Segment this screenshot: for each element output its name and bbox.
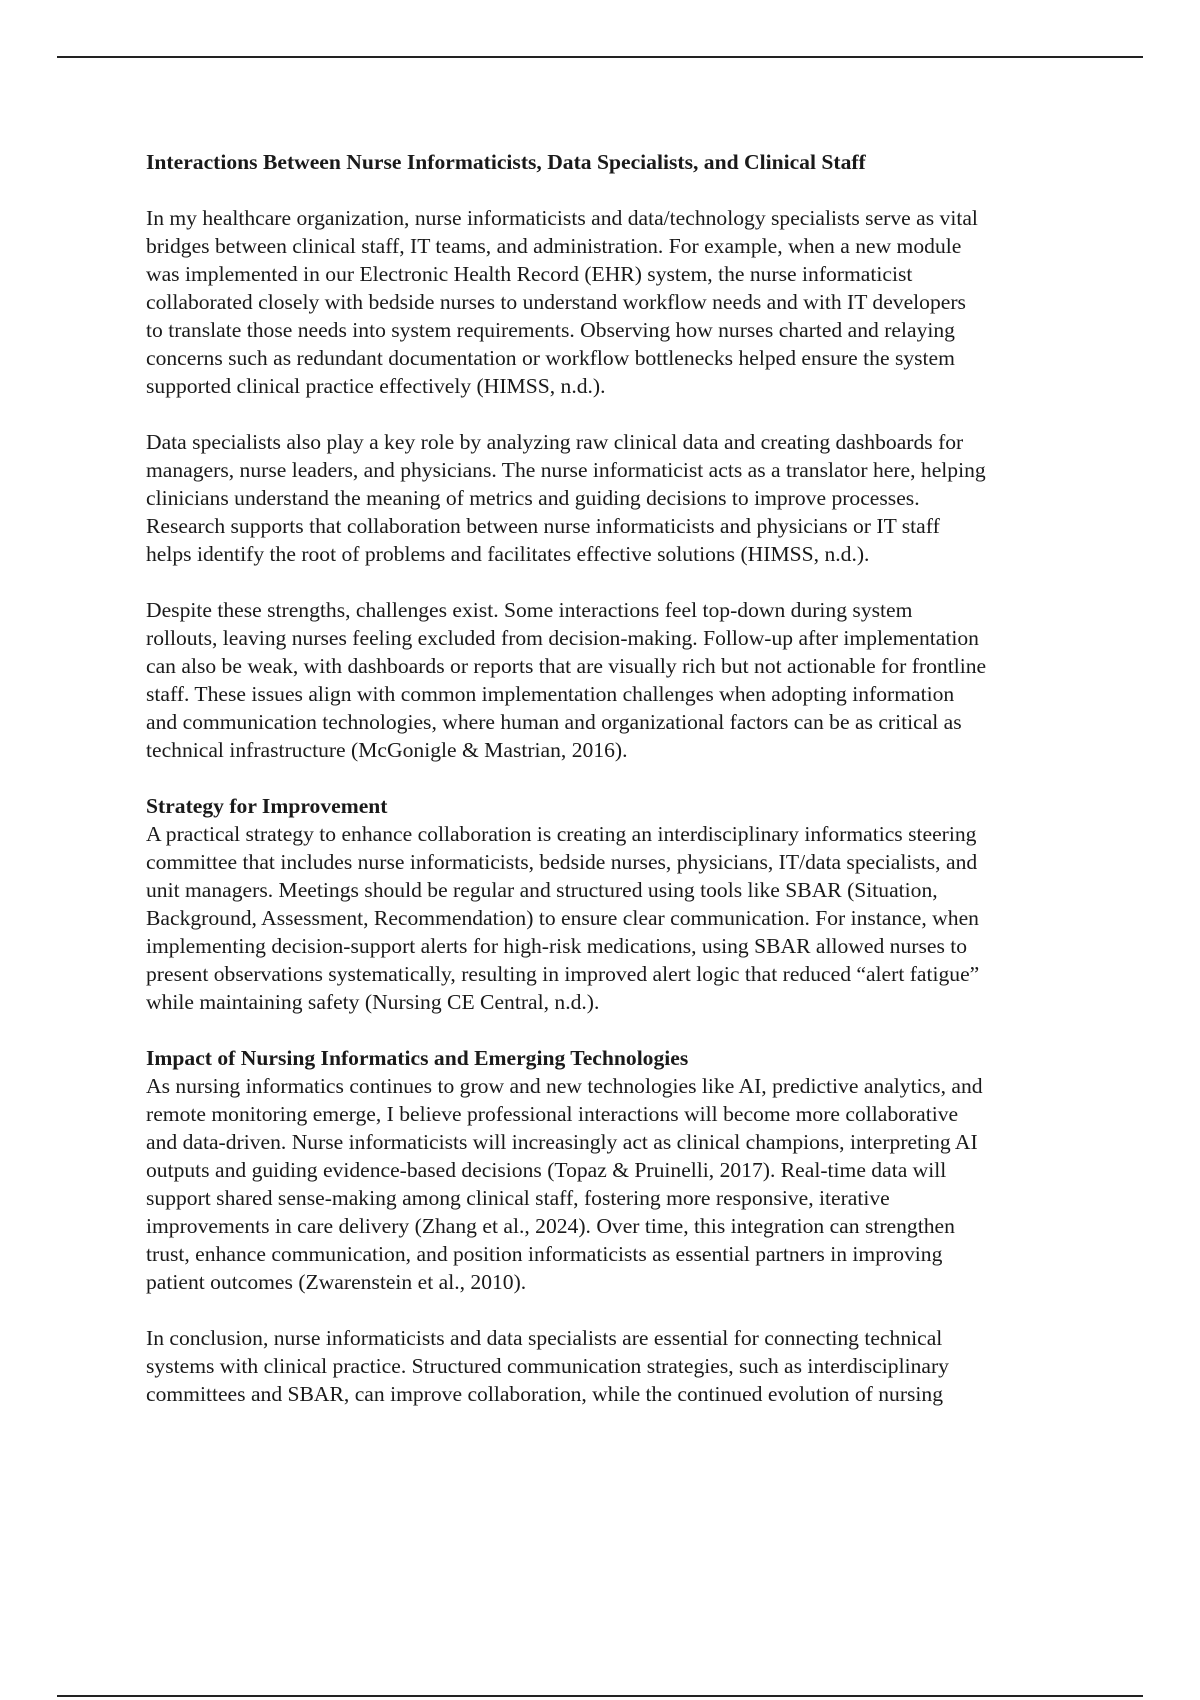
paragraph-line: committees and SBAR, can improve collaboration, while the continued evolution of nursing bbox=[146, 1382, 944, 1406]
paragraph-line: support shared sense-making among clinical staff, fostering more responsive, iterative bbox=[146, 1186, 890, 1210]
paragraph-line: In conclusion, nurse informaticists and data specialists are essential for connecting technical bbox=[146, 1326, 943, 1350]
paragraph-line: trust, enhance communication, and position informaticists as essential partners in improving bbox=[146, 1242, 943, 1266]
paragraph-line: helps identify the root of problems and facilitates effective solutions (HIMSS, n.d.). bbox=[146, 542, 870, 566]
paragraph-line: Research supports that collaboration between nurse informaticists and physicians or IT staff bbox=[146, 514, 940, 538]
paragraph-line: committee that includes nurse informaticists, bedside nurses, physicians, IT/data specialists, and bbox=[146, 850, 978, 874]
header-rule bbox=[57, 56, 1143, 58]
paragraph-line: and communication technologies, where human and organizational factors can be as critical as bbox=[146, 710, 962, 734]
paragraph-line: and data-driven. Nurse informaticists will increasingly act as clinical champions, interpreting AI bbox=[146, 1130, 978, 1154]
paragraph-line: unit managers. Meetings should be regular and structured using tools like SBAR (Situation, bbox=[146, 878, 938, 902]
paragraph-line: collaborated closely with bedside nurses to understand workflow needs and with IT developers bbox=[146, 290, 966, 314]
paragraph-line: implementing decision-support alerts for high-risk medications, using SBAR allowed nurses to bbox=[146, 934, 968, 958]
paragraph-line: clinicians understand the meaning of metrics and guiding decisions to improve processes. bbox=[146, 486, 920, 510]
paragraph-impact bbox=[146, 1072, 1096, 1296]
paragraph-line: patient outcomes (Zwarenstein et al., 2010). bbox=[146, 1270, 527, 1294]
paragraph-line: outputs and guiding evidence-based decisions (Topaz & Pruinelli, 2017). Real-time data will bbox=[146, 1158, 947, 1182]
paragraph-line: concerns such as redundant documentation or workflow bottlenecks helped ensure the system bbox=[146, 346, 955, 370]
paragraph-line: Data specialists also play a key role by analyzing raw clinical data and creating dashboards for bbox=[146, 430, 964, 454]
document-body bbox=[146, 148, 1096, 1436]
paragraph-line: improvements in care delivery (Zhang et al., 2024). Over time, this integration can strengthen bbox=[146, 1214, 955, 1238]
paragraph-line: can also be weak, with dashboards or reports that are visually rich but not actionable for frontline bbox=[146, 654, 987, 678]
paragraph-roles bbox=[146, 204, 1096, 400]
paragraph-line: managers, nurse leaders, and physicians. The nurse informaticist acts as a translator here, helping bbox=[146, 458, 986, 482]
paragraph-line: As nursing informatics continues to grow and new technologies like AI, predictive analytics, and bbox=[146, 1074, 983, 1098]
section-heading-impact: Impact of Nursing Informatics and Emerging Technologies bbox=[146, 1046, 689, 1070]
paragraph-data-specialists bbox=[146, 428, 1096, 568]
paragraph-line: In my healthcare organization, nurse informaticists and data/technology specialists serve as vital bbox=[146, 206, 978, 230]
paragraph-strategy bbox=[146, 820, 1096, 1016]
paragraph-line: rollouts, leaving nurses feeling excluded from decision-making. Follow-up after implementation bbox=[146, 626, 979, 650]
paragraph-line: staff. These issues align with common implementation challenges when adopting information bbox=[146, 682, 955, 706]
paragraph-line: technical infrastructure (McGonigle & Mastrian, 2016). bbox=[146, 738, 628, 762]
paragraph-line: systems with clinical practice. Structured communication strategies, such as interdisciplinary bbox=[146, 1354, 949, 1378]
paragraph-line: Despite these strengths, challenges exist. Some interactions feel top-down during system bbox=[146, 598, 913, 622]
paragraph-line: remote monitoring emerge, I believe professional interactions will become more collaborative bbox=[146, 1102, 959, 1126]
paragraph-line: to translate those needs into system requirements. Observing how nurses charted and relaying bbox=[146, 318, 955, 342]
paragraph-challenges bbox=[146, 596, 1096, 764]
paragraph-line: A practical strategy to enhance collaboration is creating an interdisciplinary informatics steering bbox=[146, 822, 977, 846]
paragraph-conclusion bbox=[146, 1324, 1096, 1408]
paragraph-line: Background, Assessment, Recommendation) to ensure clear communication. For instance, when bbox=[146, 906, 979, 930]
paragraph-line: while maintaining safety (Nursing CE Central, n.d.). bbox=[146, 990, 600, 1014]
paragraph-line: bridges between clinical staff, IT teams, and administration. For example, when a new module bbox=[146, 234, 962, 258]
footer-rule bbox=[57, 1695, 1143, 1697]
section-heading-strategy: Strategy for Improvement bbox=[146, 794, 388, 818]
paragraph-line: supported clinical practice effectively (HIMSS, n.d.). bbox=[146, 374, 606, 398]
paragraph-line: present observations systematically, resulting in improved alert logic that reduced “alert fatigue” bbox=[146, 962, 980, 986]
paragraph-line: was implemented in our Electronic Health Record (EHR) system, the nurse informaticist bbox=[146, 262, 913, 286]
document-title: Interactions Between Nurse Informaticists, Data Specialists, and Clinical Staff bbox=[146, 150, 866, 174]
